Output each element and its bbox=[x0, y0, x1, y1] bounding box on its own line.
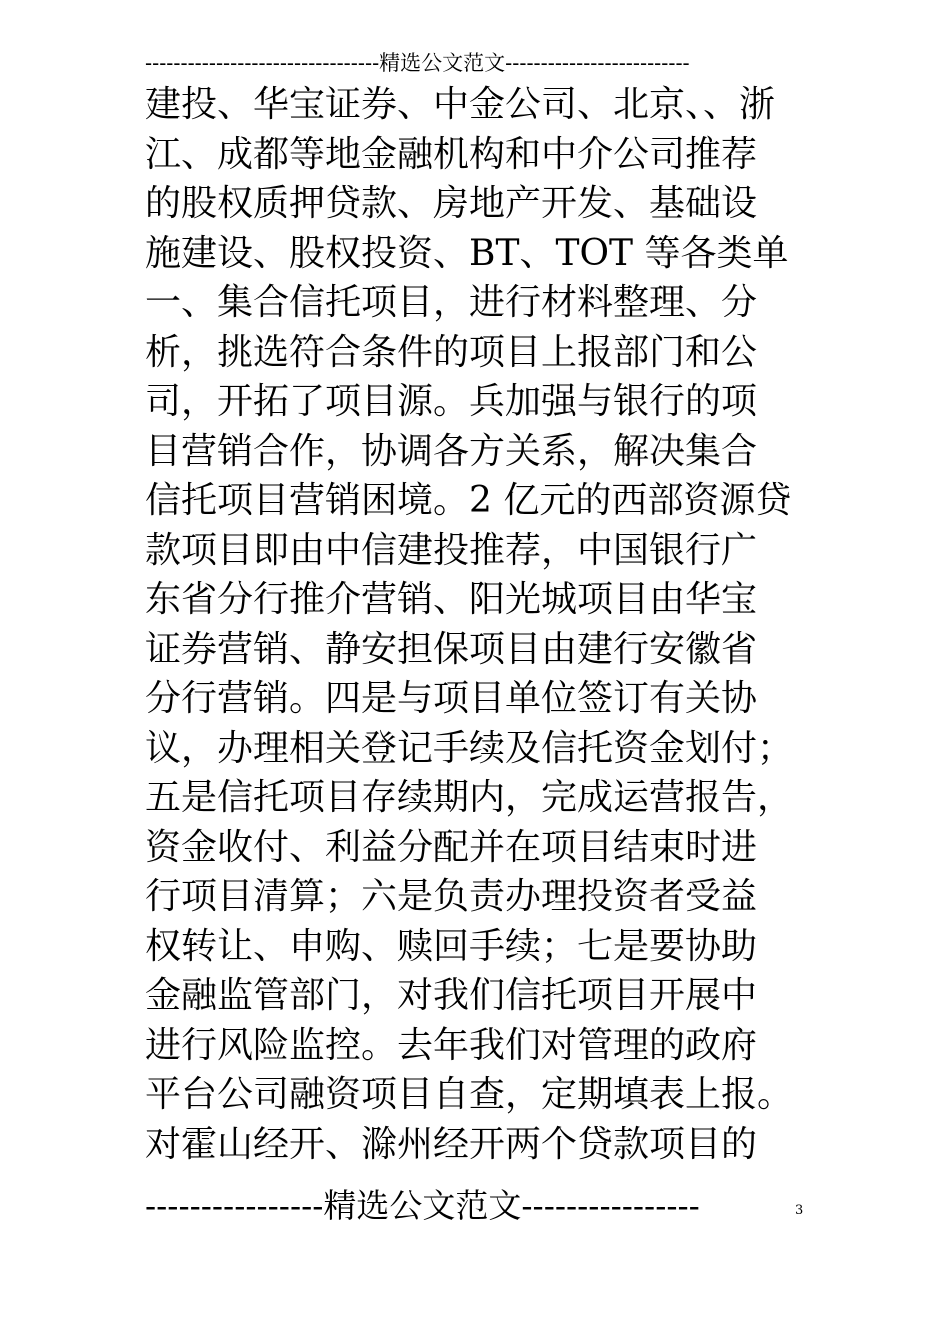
text-line: 分行营销。四是与项目单位签订有关协 bbox=[145, 678, 758, 719]
text-line: 东省分行推介营销、阳光城项目由华宝 bbox=[145, 579, 758, 620]
text-line: 行项目清算；六是负责办理投资者受益 bbox=[145, 876, 758, 917]
text-line: 建投、华宝证券、中金公司、北京、、浙 bbox=[145, 84, 776, 125]
text-line: 江、成都等地金融机构和中介公司推荐 bbox=[145, 133, 758, 175]
body-text bbox=[145, 80, 815, 1169]
text-line: 金融监管部门，对我们信托项目开展中 bbox=[145, 975, 758, 1016]
text-line: 信托项目营销困境。2 亿元的西部资源贷 bbox=[145, 480, 792, 521]
text-line: 五是信托项目存续期内，完成运营报告， bbox=[145, 777, 794, 818]
page-footer: ----------------精选公文范文---------------- bbox=[145, 1186, 700, 1225]
text-line: 平台公司融资项目自查，定期填表上报。 bbox=[145, 1074, 794, 1115]
text-line: 议，办理相关登记手续及信托资金划付； bbox=[145, 727, 794, 769]
text-line: 司，开拓了项目源。兵加强与银行的项 bbox=[145, 381, 758, 422]
text-line: 资金收付、利益分配并在项目结束时进 bbox=[145, 826, 758, 868]
text-line: 析，挑选符合条件的项目上报部门和公 bbox=[145, 331, 758, 373]
text-line: 款项目即由中信建投推荐，中国银行广 bbox=[145, 529, 758, 571]
page-header: ---------------------------------精选公文范文-------------------------- bbox=[145, 51, 690, 75]
text-line: 的股权质押贷款、房地产开发、基础设 bbox=[145, 183, 758, 224]
text-line: 目营销合作，协调各方关系，解决集合 bbox=[145, 430, 758, 472]
text-line: 进行风险监控。去年我们对管理的政府 bbox=[145, 1024, 758, 1066]
text-line: 权转让、申购、赎回手续；七是要协助 bbox=[145, 925, 758, 967]
text-line: 对霍山经开、滁州经开两个贷款项目的 bbox=[145, 1123, 758, 1165]
text-line: 施建设、股权投资、BT、TOT 等各类单 bbox=[145, 232, 789, 274]
text-line: 一、集合信托项目，进行材料整理、分 bbox=[145, 282, 758, 323]
page-number: 3 bbox=[795, 1203, 804, 1218]
text-line: 证券营销、静安担保项目由建行安徽省 bbox=[145, 628, 758, 670]
